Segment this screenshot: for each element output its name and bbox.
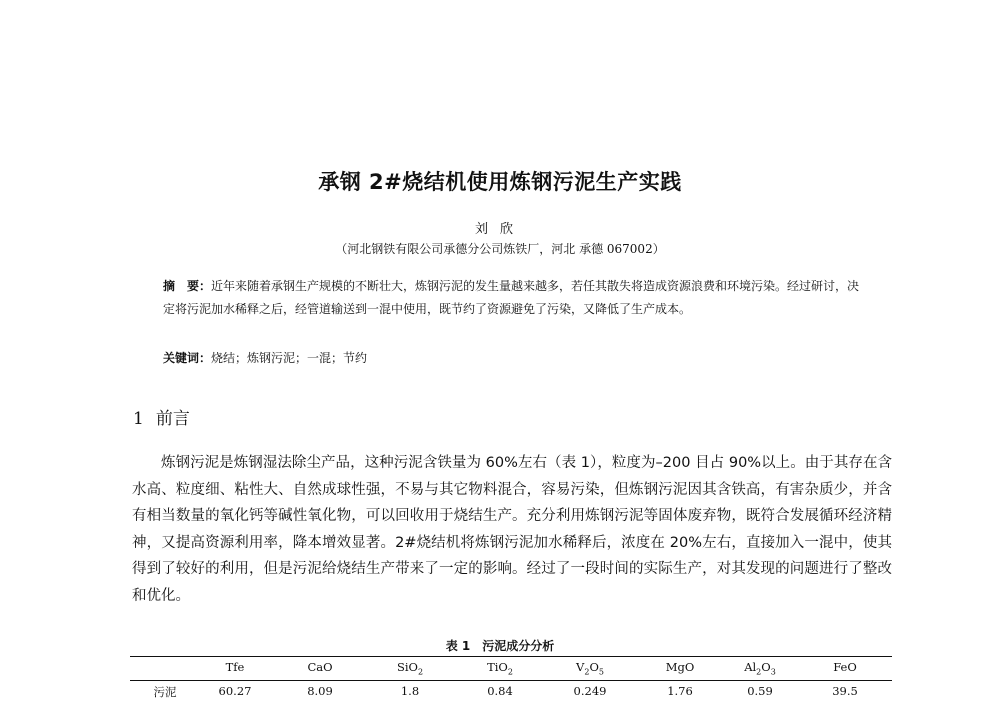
table-header-cell: TiO$_2$ [487,660,513,677]
table-header-cell: $V_2O_5$ [576,660,604,677]
section-number: 1 [133,409,144,429]
abstract-label: 摘 要： [163,279,212,293]
paper-title: 承钢 2#烧结机使用炼钢污泥生产实践 [318,170,682,194]
table-cell: 1.8 [400,684,420,698]
table-cell: 8.09 [307,684,333,698]
table-caption-text: 污泥成分分析 [482,639,555,653]
body-paragraph: 炼钢污泥是炼钢湿法除尘产品，这种污泥含铁量为 60%左右（表 1），粒度为–200 目占 90%以上。由于其存在含水高、粒度细、粘性大、自然成球性强，不易与其它物料混合，容易污染，但炼钢污泥因其含铁高，有害杂质少，并含有相当数量的氧化钙等碱性氧化物，可以回收用于烧结生产。充分利用炼钢污泥等固体废弃物，既符合发展循环经济精神，又提高资源利用率，降本增效显著。2#烧结机将炼钢污泥加水稀释后，浓度在 20%左右，直接加入一混中，使其得到了较好的利用，但是污泥给烧结生产带来了一定的影响。经过了一段时间的实际生产，对其发现的问题进行了整改和优化。 [132,455,892,604]
table-header-row [130,660,892,680]
table-header-rule [130,680,892,681]
table-header-cell: Tfe [225,660,245,674]
table-header-cell: FeO [833,660,857,674]
keywords-label: 关键词： [163,351,212,365]
keywords [163,348,863,368]
table-cell: 0.59 [747,684,773,698]
table-top-rule [130,656,892,657]
paper-author: 刘欣 [474,222,525,237]
table-caption [0,637,1000,654]
table-cell: 0.84 [487,684,513,698]
section-title: 前言 [155,409,190,429]
paper-affiliation: （河北钢铁有限公司承德分公司炼铁厂，河北 承德 067002） [335,242,665,256]
table-header-cell: SiO$_2$ [396,660,424,677]
table-number: 表 1 [445,639,471,653]
table-header-cell: MgO [665,660,695,674]
table-header-cell: $Al_2O_3$ [744,660,776,677]
section-heading [133,404,190,429]
abstract [163,275,863,321]
table-cell: 60.27 [218,684,252,698]
abstract-text: 近年来随着承钢生产规模的不断壮大，炼钢污泥的发生量越来越多，若任其散失将造成资源浪费和环境污染。经过研讨，决定将污泥加水稀释之后，经管道输送到一混中使用，既节约了资源避免了污染，又降低了生产成本。 [163,279,860,316]
table-cell: 1.76 [667,684,693,698]
table-row [130,684,892,704]
table-cell: 39.5 [832,684,858,698]
table-header-cell: CaO [307,660,333,674]
table-row-label: 污泥 [153,685,177,699]
table-cell: 0.249 [573,684,607,698]
keywords-text: 烧结；炼钢污泥；一混；节约 [211,351,368,365]
